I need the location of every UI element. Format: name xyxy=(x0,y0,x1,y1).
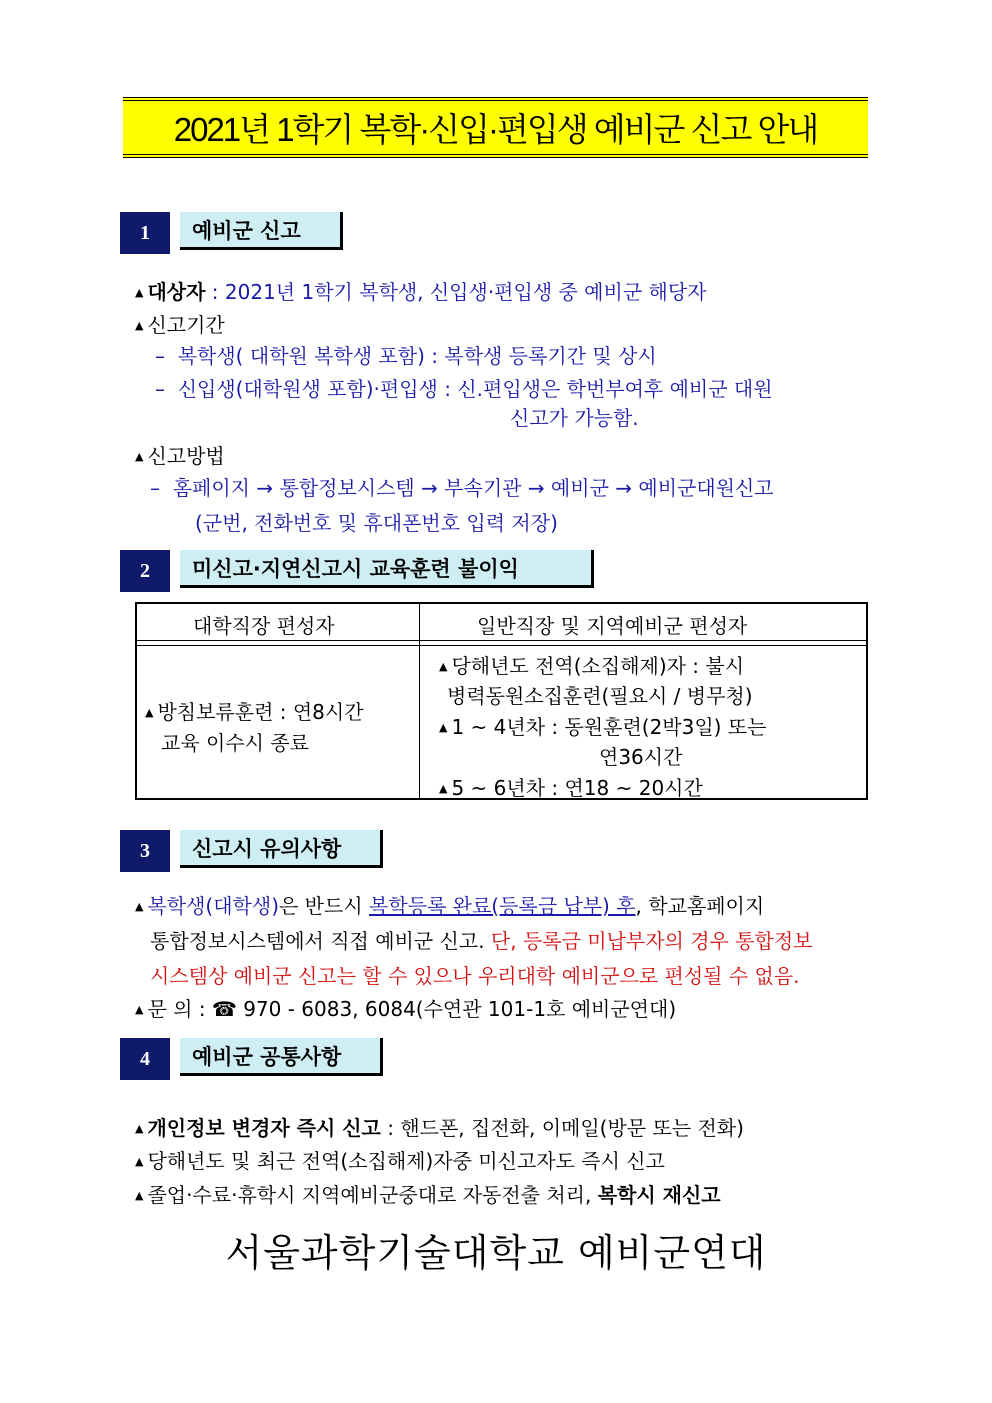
table-divider xyxy=(419,604,420,798)
table-right-text-1: 당해년도 전역(소집해제)자 : 불시 xyxy=(451,654,745,678)
table-left-line-1 xyxy=(145,696,364,725)
s3-contact-text: 문 의 : ☎ 970 - 6083, 6084(수연관 101-1호 예비군연대) xyxy=(147,997,677,1021)
s4-change-report: 개인정보 변경자 즉시 신고 xyxy=(147,1116,381,1140)
s4-line-2 xyxy=(135,1145,665,1174)
s4-change-methods: : 핸드폰, 집전화, 이메일(방문 또는 전화) xyxy=(380,1116,744,1140)
bullet-icon: ▲ xyxy=(135,286,144,299)
s1-period-2-cont: 신고가 가능함. xyxy=(510,406,639,430)
bullet-icon: ▲ xyxy=(439,782,448,795)
s3-line-3: 시스템상 예비군 신고는 할 수 있으나 우리대학 예비군으로 편성될 수 없음. xyxy=(150,964,800,988)
table-header-divider xyxy=(137,640,866,646)
table-right-line-4: 연36시간 xyxy=(599,745,683,769)
table-right-line-2: 병력동원소집훈련(필요시 / 병무청) xyxy=(447,684,753,708)
bullet-icon: ▲ xyxy=(135,900,144,913)
table-right-text-5: 5 ~ 6년차 : 연18 ~ 20시간 xyxy=(451,776,703,800)
s1-target-value: : 2021년 1학기 복학생, 신입생·편입생 중 예비군 해당자 xyxy=(211,280,707,304)
s4-rereport: 복학시 재신고 xyxy=(597,1183,721,1207)
s1-method-1 xyxy=(150,472,774,501)
s1-period-1-text: 복학생( 대학원 복학생 포함) : 복학생 등록기간 및 상시 xyxy=(177,344,657,368)
section-3-number: 3 xyxy=(120,830,170,872)
section-4-title: 예비군 공통사항 xyxy=(180,1038,383,1076)
penalty-table xyxy=(135,602,868,800)
s1-period-2 xyxy=(155,373,773,402)
s3-line-1 xyxy=(135,890,764,919)
s1-target-line xyxy=(135,276,706,305)
bullet-icon: ▲ xyxy=(135,1189,144,1202)
dash-icon: – xyxy=(155,344,178,368)
dash-icon: – xyxy=(155,377,178,401)
s1-method-1-text: 홈페이지 → 통합정보시스템 → 부속기관 → 예비군 → 예비군대원신고 xyxy=(172,476,774,500)
section-4-number: 4 xyxy=(120,1038,170,1080)
bullet-icon: ▲ xyxy=(135,1155,144,1168)
table-left-line-2: 교육 이수시 종료 xyxy=(161,731,309,755)
table-right-line-5 xyxy=(439,772,703,801)
section-1-title: 예비군 신고 xyxy=(180,212,343,250)
s4-line-3 xyxy=(135,1179,721,1208)
bullet-icon: ▲ xyxy=(439,721,448,734)
bullet-icon: ▲ xyxy=(135,1122,144,1135)
bullet-icon: ▲ xyxy=(135,319,144,332)
s1-period-label: 신고기간 xyxy=(147,313,225,337)
footer-organization: 서울과학기술대학교 예비군연대 xyxy=(225,1231,767,1275)
table-right-line-3 xyxy=(439,711,766,740)
bullet-icon: ▲ xyxy=(145,706,154,719)
s1-period-1 xyxy=(155,340,657,369)
s1-method-2: (군번, 전화번호 및 휴대폰번호 입력 저장) xyxy=(195,511,558,535)
section-3-title: 신고시 유의사항 xyxy=(180,830,383,868)
section-2-number: 2 xyxy=(120,550,170,592)
s3-line-2 xyxy=(150,925,813,954)
page-title: 2021년 1학기 복학·신입·편입생 예비군 신고 안내 xyxy=(123,97,868,158)
table-left-text-1: 방침보류훈련 : 연8시간 xyxy=(157,700,364,724)
section-1-number: 1 xyxy=(120,212,170,254)
bullet-icon: ▲ xyxy=(135,450,144,463)
s1-method-label: 신고방법 xyxy=(147,444,225,468)
table-right-line-1 xyxy=(439,650,744,679)
table-header-general: 일반직장 및 지역예비군 편성자 xyxy=(477,614,748,638)
s3-returning-students: 복학생(대학생) xyxy=(147,894,279,918)
s3-unpaid-warning: 단, 등록금 미납부자의 경우 통합정보 xyxy=(490,929,813,953)
s4-line-1 xyxy=(135,1112,744,1141)
table-right-text-3: 1 ~ 4년차 : 동원훈련(2박3일) 또는 xyxy=(451,715,767,739)
s1-period-line xyxy=(135,309,225,338)
s1-period-2-text: 신입생(대학원생 포함)·편입생 : 신.편입생은 학번부여후 예비군 대원 xyxy=(177,377,773,401)
section-2-title: 미신고·지연신고시 교육훈련 불이익 xyxy=(180,550,594,588)
s3-must: 은 반드시 xyxy=(279,894,369,918)
bullet-icon: ▲ xyxy=(135,1003,144,1016)
s3-contact xyxy=(135,993,676,1022)
s1-method-line xyxy=(135,440,225,469)
s3-homepage: , 학교홈페이지 xyxy=(635,894,765,918)
s1-target-label: 대상자 xyxy=(147,280,206,304)
table-header-university: 대학직장 편성자 xyxy=(193,614,335,638)
s4-auto-transfer: 졸업·수료·휴학시 지역예비군중대로 자동전출 처리, xyxy=(147,1183,598,1207)
s3-registration-complete: 복학등록 완료(등록금 납부) 후 xyxy=(369,894,636,918)
s4-discharged: 당해년도 및 최근 전역(소집해제)자중 미신고자도 즉시 신고 xyxy=(147,1149,665,1173)
s3-system-report: 통합정보시스템에서 직접 예비군 신고. xyxy=(150,929,491,953)
dash-icon: – xyxy=(150,476,173,500)
bullet-icon: ▲ xyxy=(439,660,448,673)
